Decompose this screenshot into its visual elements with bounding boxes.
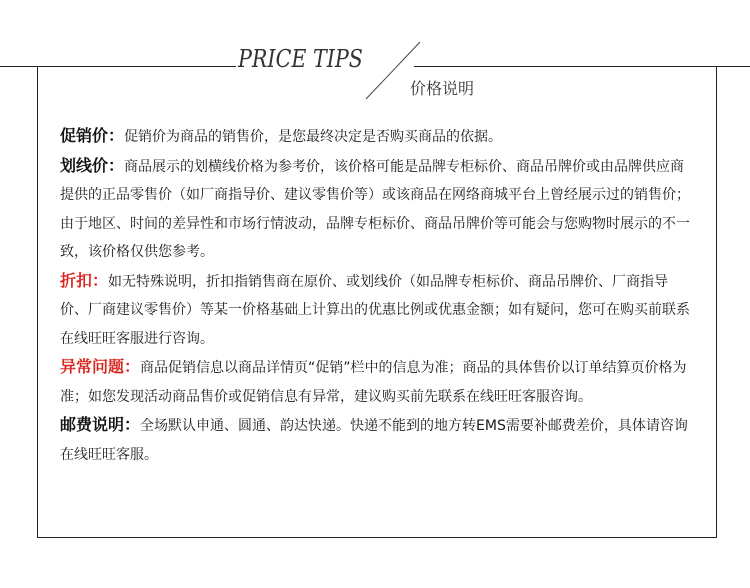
title-en: PRICE TIPS: [238, 45, 363, 73]
label-shipping: 邮费说明：: [60, 415, 141, 434]
para-exception: [60, 353, 692, 411]
para-discount: [60, 267, 692, 354]
para-promo-price: [60, 122, 692, 152]
text-strike-price: 商品展示的划横线价格为参考价，该价格可能是品牌专柜标价、商品吊牌价或由品牌供应商提供的正品零售价（如厂商指导价、建议零售价等）或该商品在网络商城平台上曾经展示过的销售价；由于地区、时间的差异性和市场行情波动，品牌专柜标价、商品吊牌价等可能会与您购物时展示的不一致，该价格仅供您参考。: [60, 158, 690, 260]
price-tips-content: [60, 122, 692, 469]
para-shipping: [60, 411, 692, 469]
label-discount: 折扣：: [60, 270, 109, 290]
text-promo-price: 促销价为商品的销售价，是您最终决定是否购买商品的依据。: [124, 129, 503, 145]
para-strike-price: [60, 152, 692, 267]
label-promo-price: 促销价：: [60, 126, 125, 145]
title-cn: 价格说明: [410, 79, 475, 98]
label-exception: 异常问题：: [60, 357, 141, 376]
text-exception: 商品促销信息以商品详情页“促销”栏中的信息为准；商品的具体售价以订单结算页价格为准；如您发现活动商品售价或促销信息有异常，建议购买前先联系在线旺旺客服咨询。: [60, 360, 687, 405]
label-strike-price: 划线价：: [60, 155, 125, 175]
text-discount: 如无特殊说明，折扣指销售商在原价、或划线价（如品牌专柜标价、商品吊牌价、厂商指导价、厂商建议零售价）等某一价格基础上计算出的优惠比例或优惠金额；如有疑问，您可在购买前联系在线旺旺客服进行咨询。: [60, 273, 690, 347]
text-shipping: 全场默认申通、圆通、韵达快递。快递不能到的地方转EMS需要补邮费差价，具体请咨询在线旺旺客服。: [60, 418, 688, 463]
